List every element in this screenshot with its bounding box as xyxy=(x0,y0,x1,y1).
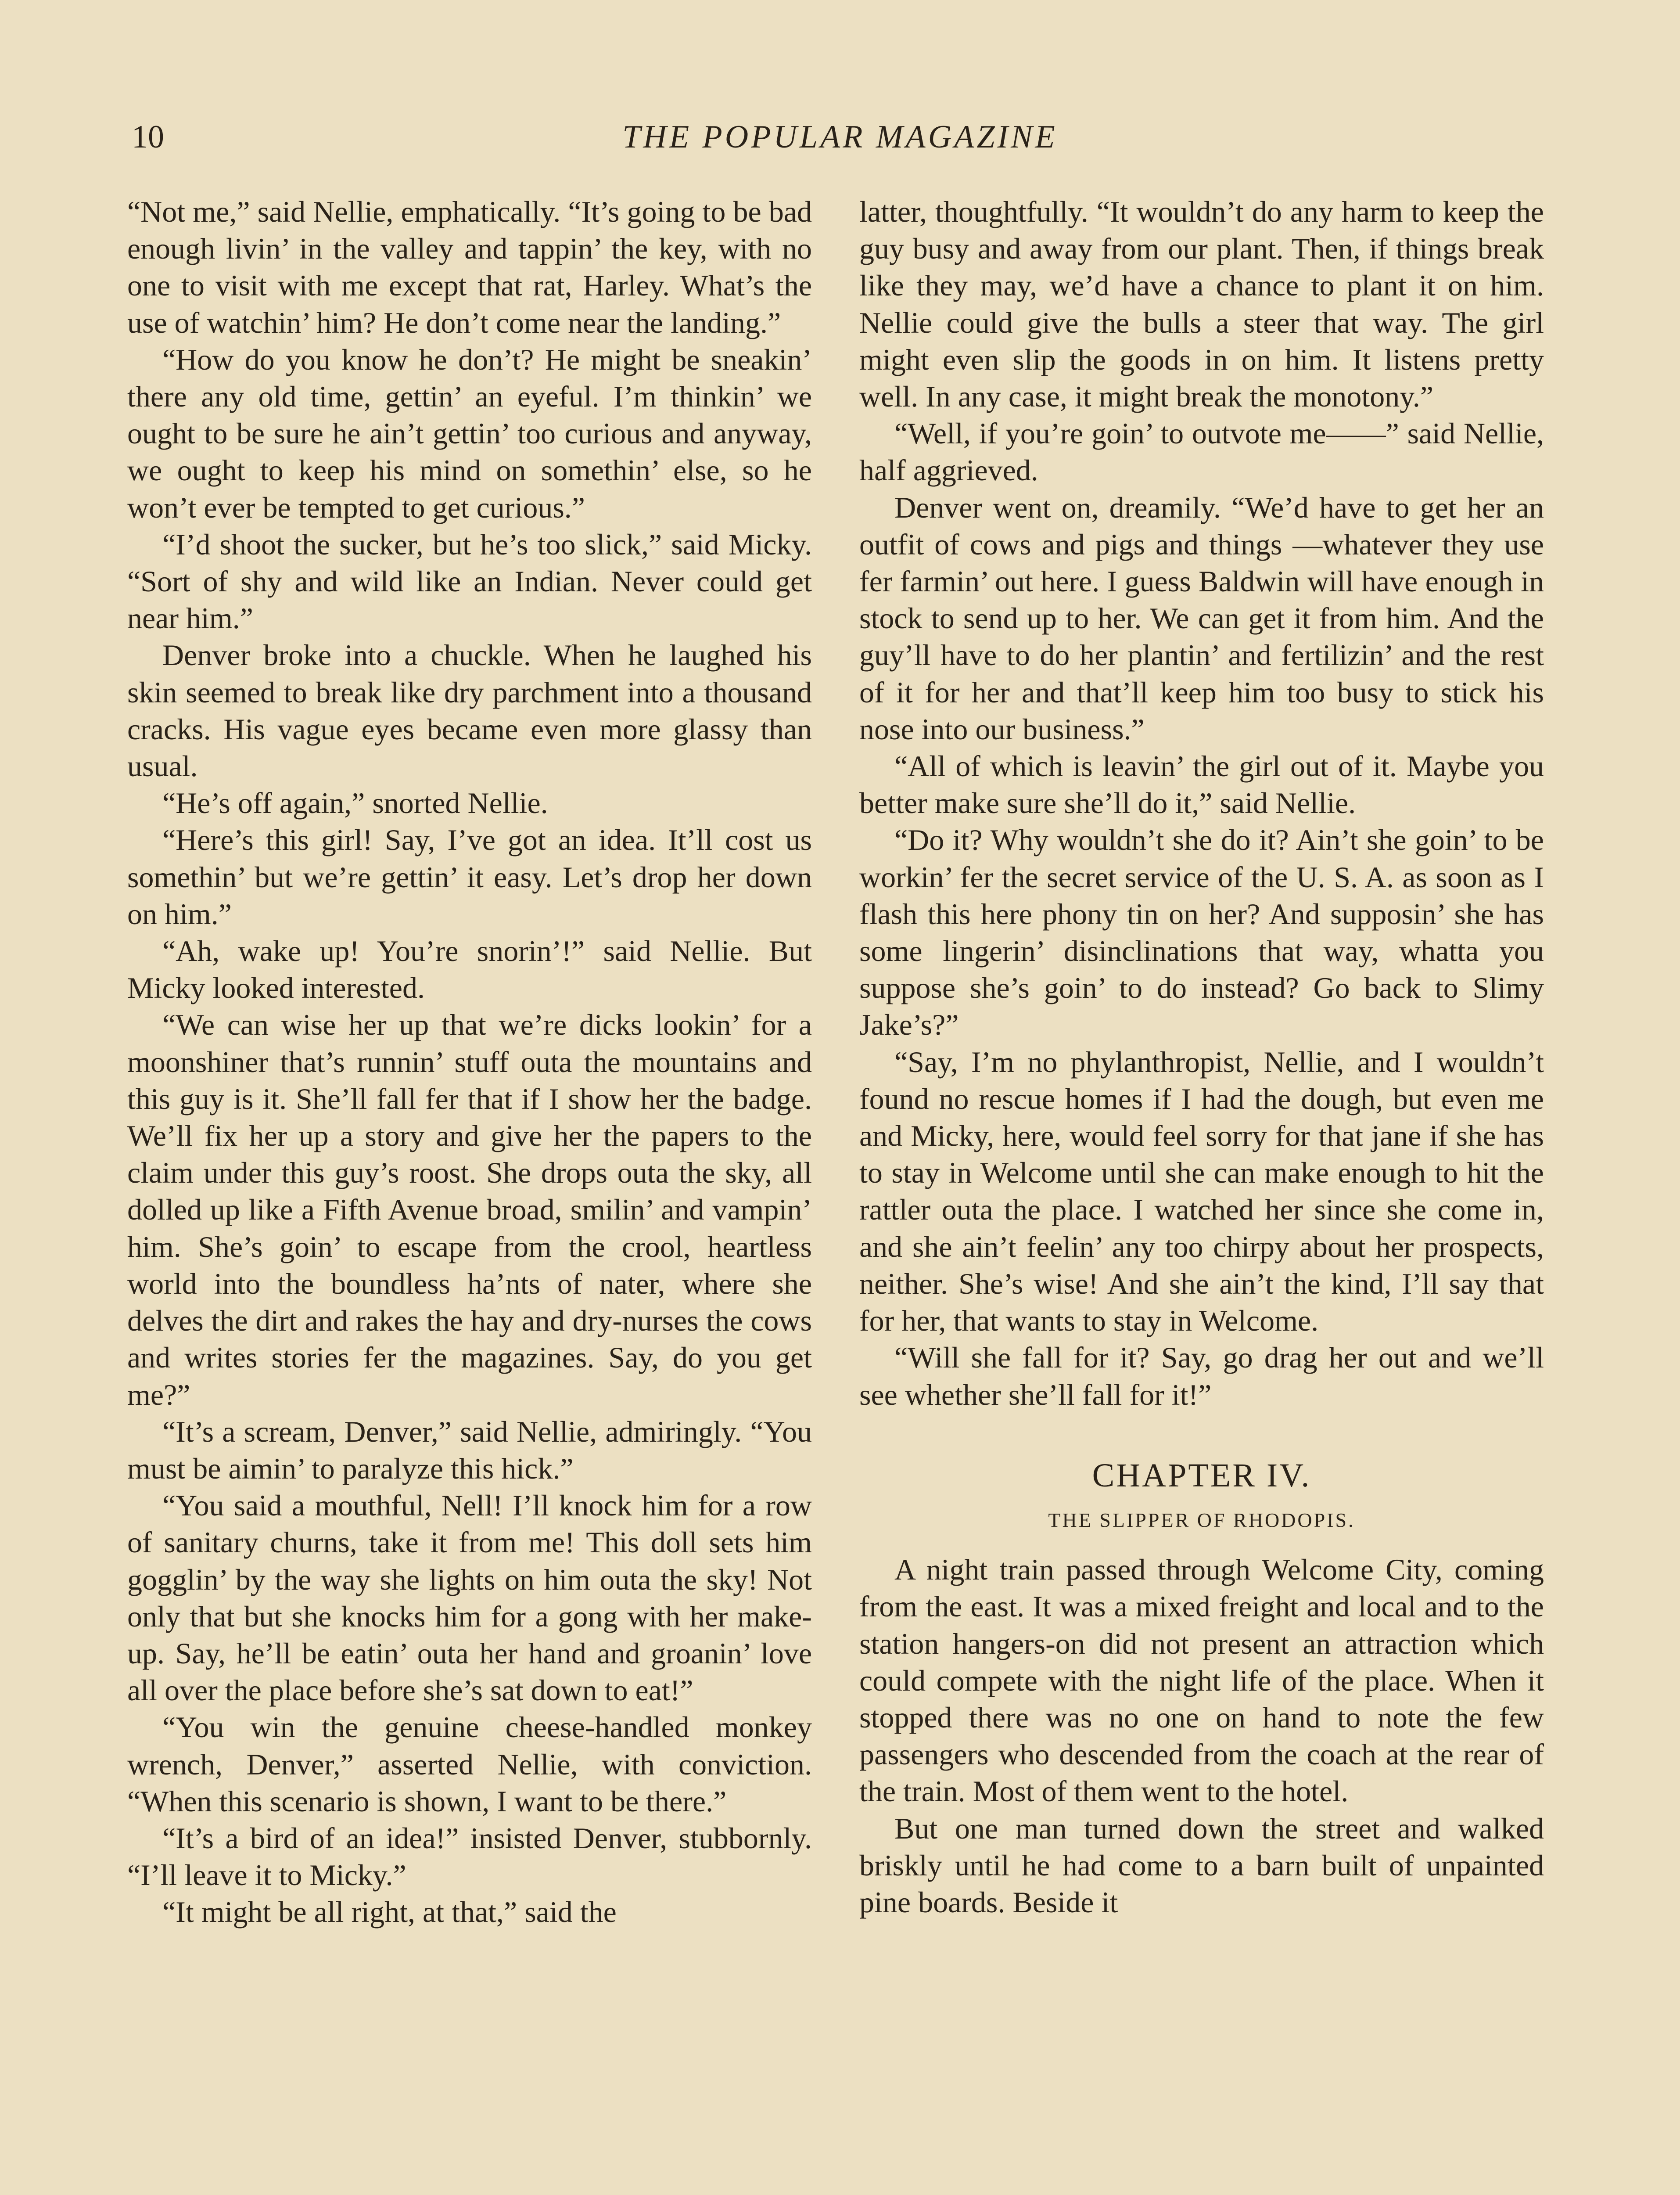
paragraph: “He’s off again,” snorted Nellie. xyxy=(162,786,548,820)
paragraph: “It might be all right, at that,” said the xyxy=(162,1895,617,1929)
paragraph: “Say, I’m no phylanthropist, Nellie, and I wouldn’t found no rescue homes if I had the dough, but even me and Micky, here, would feel sorry for that jane if she has to stay in Welcome until she can make enough to hit the rattler outa the place. I watched her since she come in, and she ain’t feelin’ any too chirpy about her prospects, neither. She’s wise! And she ain’t the kind, I’ll say that for her, that wants to stay in Welcome. xyxy=(859,1045,1544,1338)
paragraph: “Well, if you’re goin’ to outvote me——” said Nellie, half aggrieved. xyxy=(859,417,1544,487)
paragraph: “It’s a scream, Denver,” said Nellie, admiringly. “You must be aimin’ to paralyze this hick.” xyxy=(127,1414,812,1485)
paragraph: “How do you know he don’t? He might be sneakin’ there any old time, gettin’ an eyeful. I’m thinkin’ we ought to be sure he ain’t gettin’ too curious and anyway, we ought to keep his mind on somethin’ else, so he won’t ever be tempted to get curious.” xyxy=(127,342,812,524)
paragraph: Denver broke into a chuckle. When he laughed his skin seemed to break like dry parchment into a thousand cracks. His vague eyes became even more glassy than usual. xyxy=(127,638,812,783)
paragraph: But one man turned down the street and walked briskly until he had come to a barn built of unpainted pine boards. Beside it xyxy=(859,1811,1544,1919)
paragraph: “We can wise her up that we’re dicks lookin’ for a moonshiner that’s runnin’ stuff outa the mountains and this guy is it. She’ll fall fer that if I show her the badge. We’ll fix her up a story and give her the papers to the claim under this guy’s roost. She drops outa the sky, all dolled up like a Fifth Avenue broad, smilin’ and vampin’ him. She’s goin’ to escape from the crool, heartless world into the boundless ha’nts of nater, where she delves the dirt and rakes the hay and dry-nurses the cows and writes stories fer the magazines. Say, do you get me?” xyxy=(127,1008,812,1411)
page-number: 10 xyxy=(132,119,164,155)
paragraph: A night train passed through Welcome City, coming from the east. It was a mixed freight and local and to the station hangers-on did not present an attraction which could compete with the night life of the place. When it stopped there was no one on hand to note the few passengers who descended from the coach at the rear of the train. Most of them went to the hotel. xyxy=(859,1553,1544,1808)
paragraph: “I’d shoot the sucker, but he’s too slick,” said Micky. “Sort of shy and wild like an Indian. Never could get near him.” xyxy=(127,527,812,635)
paragraph: latter, thoughtfully. “It wouldn’t do any harm to keep the guy busy and away from our plant. Then, if things break like they may, we’d have a chance to plant it on him. Nellie could give the bulls a steer that way. The girl might even slip the goods in on him. It listens pretty well. In any case, it might break the monotony.” xyxy=(859,195,1544,414)
right-column xyxy=(859,193,1544,1921)
paragraph: “Will she fall for it? Say, go drag her out and we’ll see whether she’ll fall for it!” xyxy=(859,1341,1544,1411)
paragraph: “Not me,” said Nellie, emphatically. “It’s going to be bad enough livin’ in the valley and tappin’ the key, with no one to visit with me except that rat, Harley. What’s the use of watchin’ him? He don’t come near the landing.” xyxy=(127,195,812,339)
running-title: THE POPULAR MAGAZINE xyxy=(622,119,1058,155)
paragraph: “Here’s this girl! Say, I’ve got an idea. It’ll cost us somethin’ but we’re gettin’ it easy. Let’s drop her down on him.” xyxy=(127,823,812,931)
paragraph: “You said a mouthful, Nell! I’ll knock him for a row of sanitary churns, take it from me! This doll sets him gogglin’ by the way she lights on him outa the sky! Not only that but she knocks him for a gong with her make-up. Say, he’ll be eatin’ outa her hand and groanin’ love all over the place before she’s sat down to eat!” xyxy=(127,1489,812,1707)
left-column xyxy=(127,193,812,1931)
paragraph: Denver went on, dreamily. “We’d have to get her an outfit of cows and pigs and things —whatever they use fer farmin’ out here. I guess Baldwin will have enough in stock to send up to her. We can get it from him. And the guy’ll have to do her plantin’ and fertilizin’ and the rest of it for her and that’ll keep him too busy to stick his nose into our business.” xyxy=(859,490,1544,746)
paragraph: “All of which is leavin’ the girl out of it. Maybe you better make sure she’ll do it,” said Nellie. xyxy=(859,749,1544,820)
chapter-heading: CHAPTER IV. xyxy=(1092,1457,1311,1494)
paragraph: “You win the genuine cheese-handled monkey wrench, Denver,” asserted Nellie, with conviction. “When this scenario is shown, I want to be there.” xyxy=(127,1710,812,1818)
chapter-subtitle: THE SLIPPER OF RHODOPIS. xyxy=(1048,1508,1355,1531)
paragraph: “It’s a bird of an idea!” insisted Denver, stubbornly. “I’ll leave it to Micky.” xyxy=(127,1821,812,1892)
paragraph: “Do it? Why wouldn’t she do it? Ain’t she goin’ to be workin’ fer the secret service of the U. S. A. as soon as I flash this here phony tin on her? And supposin’ she has some lingerin’ disinclinations that way, whatta you suppose she’s goin’ to do instead? Go back to Slimy Jake’s?” xyxy=(859,823,1544,1042)
paragraph: “Ah, wake up! You’re snorin’!” said Nellie. But Micky looked interested. xyxy=(127,934,812,1005)
